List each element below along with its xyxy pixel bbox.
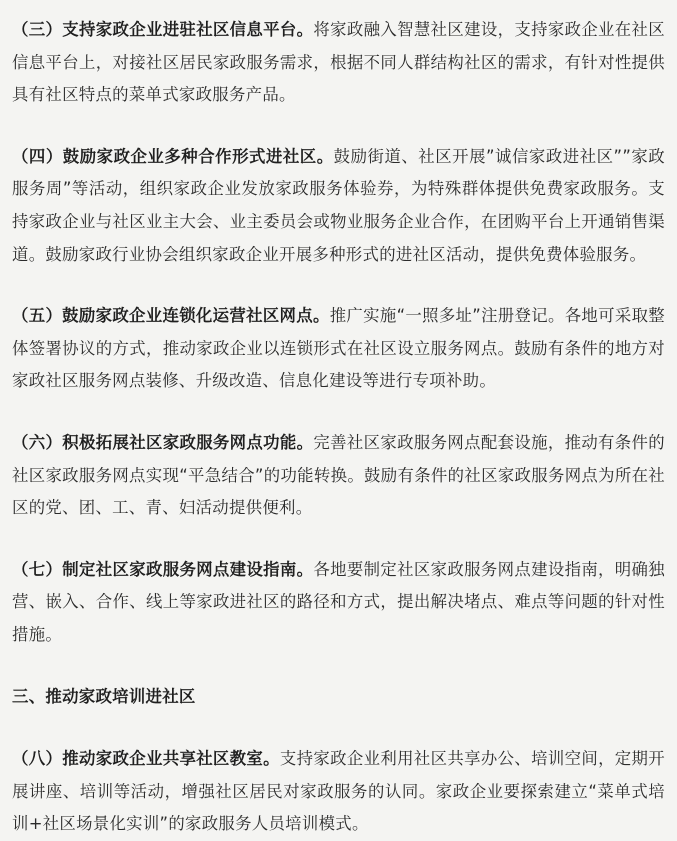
paragraph-text: 鼓励街道、社区开展”诚信家政进社区””家政服务周”等活动，组织家政企业发放家政服务体验券，为特殊群体提供免费家政服务。支持家政企业与社区业主大会、业主委员会或物业服务企业合作，在团购平台上开通销售渠道。鼓励家政行业协会组织家政企业开展多种形式的进社区活动，提供免费体验服务。 xyxy=(12,146,665,264)
paragraph-lead: （八）推动家政企业共享社区教室。 xyxy=(12,749,280,769)
paragraph-5 xyxy=(12,300,665,398)
paragraph-text: 支持家政企业利用社区共享办公、培训空间，定期开展讲座、培训等活动，增强社区居民对家政服务的认同。家政企业要探索建立“菜单式培训+社区场景化实训”的家政服务人员培训模式。 xyxy=(12,749,665,834)
paragraph-6 xyxy=(12,427,665,525)
paragraph-lead: （三）支持家政企业进驻社区信息平台。 xyxy=(12,20,314,39)
paragraph-lead: （七）制定社区家政服务网点建设指南。 xyxy=(12,559,314,579)
paragraph-4 xyxy=(12,141,665,271)
paragraph-text: 各地要制定社区家政服务网点建设指南，明确独营、嵌入、合作、线上等家政进社区的路径和方式，提出解决堵点、难点等问题的针对性措施。 xyxy=(12,559,665,644)
paragraph-lead: （六）积极拓展社区家政服务网点功能。 xyxy=(12,432,314,452)
paragraph-text: 完善社区家政服务网点配套设施，推动有条件的社区家政服务网点实现“平急结合”的功能转换。鼓励有条件的社区家政服务网点为所在社区的党、团、工、青、妇活动提供便利。 xyxy=(12,432,665,518)
paragraph-7 xyxy=(12,554,665,652)
paragraph-3 xyxy=(12,14,665,112)
paragraph-text: 将家政融入智慧社区建设，支持家政企业在社区信息平台上，对接社区居民家政服务需求，根据不同人群结构社区的需求，有针对性提供具有社区特点的菜单式家政服务产品。 xyxy=(12,20,665,105)
paragraph-text: 推广实施“一照多址”注册登记。各地可采取整体签署协议的方式，推动家政企业以连锁形式在社区设立服务网点。鼓励有条件的地方对家政社区服务网点装修、升级改造、信息化建设等进行专项补助。 xyxy=(12,306,665,391)
paragraph-lead: （四）鼓励家政企业多种合作形式进社区。 xyxy=(12,146,334,166)
paragraph-8 xyxy=(12,743,665,841)
section-heading: 三、推动家政培训进社区 xyxy=(12,686,196,706)
paragraph-lead: （五）鼓励家政企业连锁化运营社区网点。 xyxy=(12,306,330,326)
